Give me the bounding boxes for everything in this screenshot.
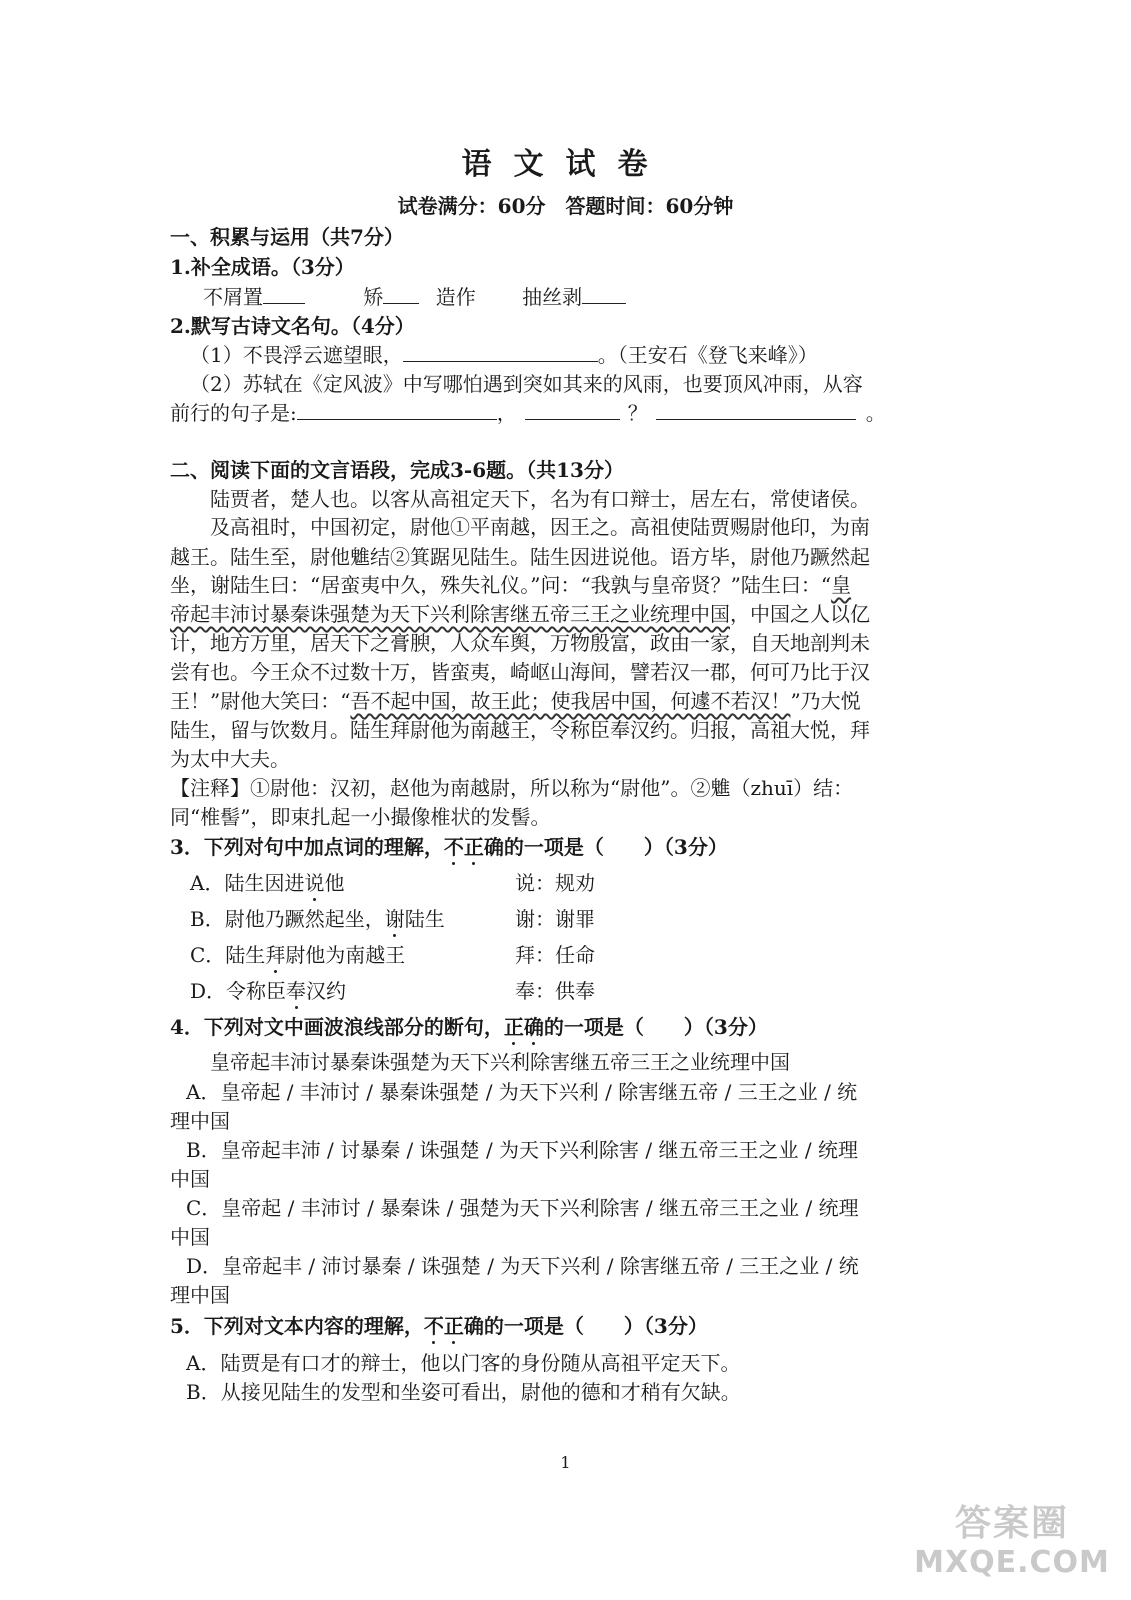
q1-stem: 1.补全成语。（3分） xyxy=(170,255,355,279)
idiom-3: 抽丝剥 xyxy=(522,285,583,309)
q4-option-a-line1[interactable]: A．皇帝起 / 丰沛讨 / 暴秦诛强楚 / 为天下兴利 / 除害继五帝 / 三王之业 / 统 xyxy=(186,1080,858,1104)
passage-line-2: 及高祖时，中国初定，尉他①平南越，因王之。高祖使陆贾赐尉他印，为南 xyxy=(210,515,870,539)
page-title: 语文试卷 xyxy=(461,147,670,182)
annotation-line-1: 【注释】①尉他：汉初，赵他为南越尉，所以称为“尉他”。②魋（zhuī）结： xyxy=(170,776,854,800)
q2-stem-text: 2.默写古诗文名句。（4分） xyxy=(170,314,415,338)
q4-sentence: 皇帝起丰沛讨暴秦诛强楚为天下兴利除害继五帝三王之业统理中国 xyxy=(210,1050,790,1074)
passage-line-1: 陆贾者，楚人也。以客从高祖定天下，名为有口辩士，居左右，常使诸侯。 xyxy=(210,487,870,511)
idiom-3-blank[interactable] xyxy=(582,283,626,304)
q2-item2-pre: 前行的句子是: xyxy=(170,401,297,425)
q3-d-pre: D．令称臣 xyxy=(190,979,287,1003)
q3-a-gloss: 说：规劝 xyxy=(515,871,595,895)
passage-line-5 xyxy=(170,600,950,628)
q2-item2-question-mark: ？ xyxy=(627,401,648,425)
section1-heading: 一、积累与运用（共7分） xyxy=(170,225,404,249)
q4-option-b-line2: 中国 xyxy=(170,1167,210,1191)
q3-stem-dot-2: 正 xyxy=(463,835,484,859)
passage-line-8c: ”乃大悦 xyxy=(790,689,861,713)
q3-c-dot: 拜 xyxy=(265,943,286,967)
passage-line-4b-wavy: 皇 xyxy=(831,573,852,597)
passage-wavy-sentence: 帝起丰沛讨暴秦诛强楚为天下兴利除害继五帝三王之业统理中国 xyxy=(170,602,730,626)
q5-stem-dot-2: 正 xyxy=(443,1314,464,1338)
section2-heading: 二、阅读下面的文言语段，完成3-6题。（共13分） xyxy=(170,458,624,482)
q5-option-b[interactable]: B．从接见陆生的发型和坐姿可看出，尉他的德和才稍有欠缺。 xyxy=(186,1380,741,1404)
q4-option-d-line2: 理中国 xyxy=(170,1283,230,1307)
q4-stem-dot-1: 正 xyxy=(503,1015,524,1039)
page-number: 1 xyxy=(560,1453,571,1472)
q5-stem-pre: 5．下列对文本内容的理解， xyxy=(170,1314,424,1338)
q3-c-pre: C．陆生 xyxy=(190,943,266,967)
annotation-line-2: 同“椎髻”，即束扎起一小撮像椎状的发髻。 xyxy=(170,805,551,829)
q3-option-d[interactable] xyxy=(190,977,970,1005)
q3-b-dot: 谢 xyxy=(384,907,405,931)
q2-item2-blank-1[interactable] xyxy=(297,399,497,420)
passage-line-4 xyxy=(170,571,950,599)
q2-item1 xyxy=(190,341,970,369)
q2-item1-post: 。（王安石《登飞来峰》） xyxy=(597,343,818,367)
q3-a-dot: 说 xyxy=(304,871,325,895)
q2-item1-blank[interactable] xyxy=(403,341,598,362)
q4-option-c-line2: 中国 xyxy=(170,1225,210,1249)
q3-b-gloss: 谢：谢罪 xyxy=(515,907,595,931)
passage-line-8b-underlined: 吾不起中国，故王此；使我居中国，何遽不若汉！ xyxy=(350,689,791,713)
q4-option-d-line1[interactable]: D．皇帝起丰 / 沛讨暴秦 / 诛强楚 / 为天下兴利 / 除害继五帝 / 三王之业 / 统 xyxy=(186,1254,859,1278)
q3-a-pre: A．陆生因进 xyxy=(190,871,305,895)
q3-d-dot: 奉 xyxy=(286,979,307,1003)
q4-option-a-line2: 理中国 xyxy=(170,1109,230,1133)
watermark-logo xyxy=(907,1502,1117,1588)
passage-line-8 xyxy=(170,687,950,715)
q3-stem-pre: 3．下列对句中加点词的理解， xyxy=(170,835,444,859)
passage-line-3: 越王。陆生至，尉他魋结②箕踞见陆生。陆生因进说他。语方毕，尉他乃蹶然起 xyxy=(170,545,870,569)
q3-d-post: 汉约 xyxy=(306,979,347,1003)
q3-b-post: 陆生 xyxy=(404,907,445,931)
q3-option-c[interactable] xyxy=(190,941,970,969)
passage-line-7: 尝有也。今王众不过数十万，皆蛮夷，崎岖山海间，譬若汉一郡，何可乃比于汉 xyxy=(170,660,870,684)
q4-stem-post: 的一项是（ ）（3分） xyxy=(543,1015,768,1039)
idiom-2a: 矫 xyxy=(363,285,384,309)
watermark-url-text: MXQE.COM xyxy=(914,1545,1110,1580)
q5-option-a[interactable]: A．陆贾是有口才的辩士，他以门客的身份随从高祖平定天下。 xyxy=(186,1351,741,1375)
page-subtitle: 试卷满分：60分 答题时间：60分钟 xyxy=(397,194,734,218)
q2-item2-end: 。 xyxy=(865,401,886,425)
q5-stem-post: 确的一项是（ ）（3分） xyxy=(463,1314,708,1338)
q4-stem xyxy=(170,1013,950,1041)
q2-item2-line2 xyxy=(170,399,950,427)
q3-option-a[interactable] xyxy=(190,869,970,897)
q3-c-gloss: 拜：任命 xyxy=(515,943,595,967)
idiom-2-blank[interactable] xyxy=(383,283,419,304)
q3-stem-post: 确的一项是（ ）（3分） xyxy=(483,835,728,859)
q3-stem-dot-1: 不 xyxy=(443,835,464,859)
q4-stem-pre: 4．下列对文中画波浪线部分的断句， xyxy=(170,1015,504,1039)
passage-line-9: 陆生，留与饮数月。陆生拜尉他为南越王，令称臣奉汉约。归报，高祖大悦，拜 xyxy=(170,718,870,742)
idiom-2b: 造作 xyxy=(435,285,476,309)
watermark-main-text: 答案圈 xyxy=(954,1503,1069,1544)
idiom-1-blank[interactable] xyxy=(263,283,305,304)
q2-item1-pre: （1）不畏浮云遮望眼， xyxy=(190,343,403,367)
q3-d-gloss: 奉：供奉 xyxy=(515,979,595,1003)
q1-idioms xyxy=(203,283,983,311)
q2-item2-line1: （2）苏轼在《定风波》中写哪怕遇到突如其来的风雨，也要顶风冲雨，从容 xyxy=(190,372,863,396)
q3-stem xyxy=(170,833,950,861)
passage-line-10: 为太中大夫。 xyxy=(170,747,290,771)
q5-stem xyxy=(170,1312,950,1340)
q4-option-b-line1[interactable]: B．皇帝起丰沛 / 讨暴秦 / 诛强楚 / 为天下兴利除害 / 继五帝三王之业 / 统理 xyxy=(186,1138,858,1162)
q4-stem-dot-2: 确 xyxy=(523,1015,544,1039)
passage-line-6: 计，地方万里，居天下之膏腴，人众车舆，万物殷富，政由一家，自天地剖判未 xyxy=(170,631,870,655)
q3-option-b[interactable] xyxy=(190,905,970,933)
passage-line-4a: 坐，谢陆生曰：“居蛮夷中久，殊失礼仪。”问：“我孰与皇帝贤？”陆生曰：“ xyxy=(170,573,832,597)
passage-line-8a: 王！”尉他大笑曰：“ xyxy=(170,689,351,713)
passage-line-5b: ，中国之人以亿 xyxy=(730,602,870,626)
q3-b-pre: B．尉他乃蹶然起坐， xyxy=(190,907,385,931)
idiom-1: 不屑置 xyxy=(203,285,263,309)
q3-a-post: 他 xyxy=(324,871,345,895)
q3-c-post: 尉他为南越王 xyxy=(285,943,406,967)
q5-stem-dot-1: 不 xyxy=(423,1314,444,1338)
q2-item2-blank-3[interactable] xyxy=(656,399,856,420)
q4-option-c-line1[interactable]: C．皇帝起 / 丰沛讨 / 暴秦诛 / 强楚为天下兴利除害 / 继五帝三王之业 / 统理 xyxy=(186,1196,859,1220)
q2-item2-blank-2[interactable] xyxy=(525,399,620,420)
q2-item2-comma: ， xyxy=(496,401,517,425)
